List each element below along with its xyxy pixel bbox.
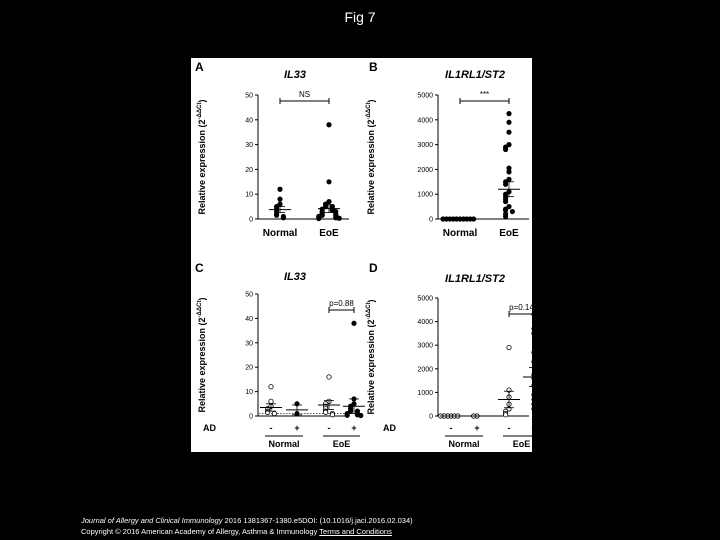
data-point xyxy=(532,402,536,406)
data-point xyxy=(281,216,285,220)
data-point xyxy=(503,199,507,203)
ad-label: AD xyxy=(203,423,216,433)
data-point xyxy=(532,360,536,364)
data-point xyxy=(510,209,514,213)
ad-sign: + xyxy=(351,423,357,433)
citation-line-2 xyxy=(81,526,413,537)
terms-link[interactable]: Terms and Conditions xyxy=(319,527,392,536)
panel-d xyxy=(366,261,545,449)
y-axis-label-close: ) xyxy=(197,297,207,301)
data-point xyxy=(327,375,331,379)
data-point xyxy=(278,187,282,191)
y-tick-label: 4000 xyxy=(417,319,433,327)
data-point xyxy=(532,331,536,335)
ad-sign: + xyxy=(294,423,300,433)
panel-b xyxy=(366,60,529,239)
y-tick-label: 0 xyxy=(429,216,433,224)
data-point xyxy=(352,321,356,325)
category-label: Normal xyxy=(442,228,478,239)
y-axis-label-exponent: -ΔΔCt xyxy=(366,102,372,120)
data-point xyxy=(272,411,276,415)
y-tick-label: 50 xyxy=(245,291,253,299)
ad-sign: - xyxy=(507,423,511,433)
y-tick-label: 50 xyxy=(245,92,253,100)
data-point xyxy=(441,217,445,221)
citation-journal: Journal of Allergy and Clinical Immunology xyxy=(81,516,223,525)
data-point xyxy=(337,216,341,220)
y-axis-label-close: ) xyxy=(366,99,376,103)
data-point xyxy=(359,413,363,417)
y-tick-label: 10 xyxy=(245,191,253,199)
panel-letter: C xyxy=(195,261,204,275)
data-point xyxy=(323,410,327,414)
y-tick-label: 40 xyxy=(245,117,253,125)
ad-sign: + xyxy=(531,423,537,433)
data-point xyxy=(532,393,536,397)
y-tick-label: 3000 xyxy=(417,342,433,350)
citation-details: 2016 1381367-1380.e5DOI: (10.1016/j.jaci.2016.02.034) xyxy=(222,516,413,525)
panel-letter: D xyxy=(369,261,378,275)
category-label: EoE xyxy=(499,228,519,239)
y-tick-label: 4000 xyxy=(417,117,433,125)
y-tick-label: 40 xyxy=(245,315,253,323)
figure-canvas xyxy=(191,58,537,452)
y-axis-label-exponent: -ΔΔCt xyxy=(197,300,203,318)
category-label: Normal xyxy=(262,228,298,239)
y-tick-label: 30 xyxy=(245,142,253,150)
data-point xyxy=(503,214,507,218)
data-point xyxy=(269,385,273,389)
y-axis-label-exponent: -ΔΔCt xyxy=(197,102,203,120)
data-point xyxy=(532,397,536,401)
y-tick-label: 20 xyxy=(245,364,253,372)
data-point xyxy=(503,413,507,417)
y-axis-label: Relative expression $(2^{-\Delta\Delta Ct})$ xyxy=(366,99,376,215)
ad-sign: + xyxy=(474,423,480,433)
category-label: EoE xyxy=(319,228,339,239)
data-point xyxy=(327,123,331,127)
y-tick-label: 10 xyxy=(245,389,253,397)
data-point xyxy=(345,413,349,417)
significance-label: p=0.14 xyxy=(509,303,534,312)
category-label: EoE xyxy=(332,439,351,449)
data-point xyxy=(507,120,511,124)
ad-sign: - xyxy=(449,423,453,433)
y-tick-label: 1000 xyxy=(417,389,433,397)
citation xyxy=(81,515,413,537)
data-point xyxy=(532,326,536,330)
significance-label: *** xyxy=(479,90,490,99)
panel-title: IL1RL1/ST2 xyxy=(445,273,505,285)
y-tick-label: 5000 xyxy=(417,295,433,303)
data-point xyxy=(330,413,334,417)
ad-sign: - xyxy=(269,423,273,433)
y-axis-label-close: ) xyxy=(366,299,376,303)
significance-label: NS xyxy=(298,90,311,99)
citation-line-1 xyxy=(81,515,413,526)
category-label: Normal xyxy=(268,439,300,449)
y-axis-label-exponent: -ΔΔCt xyxy=(366,302,372,320)
y-axis-label-close: ) xyxy=(197,99,207,103)
data-point xyxy=(507,130,511,134)
y-axis-label: Relative expression $(2^{-\Delta\Delta Ct})$ xyxy=(197,99,207,215)
data-point xyxy=(507,345,511,349)
y-tick-label: 0 xyxy=(429,413,433,421)
panel-a xyxy=(195,60,349,239)
y-tick-label: 2000 xyxy=(417,366,433,374)
data-point xyxy=(471,217,475,221)
y-tick-label: 0 xyxy=(249,413,253,421)
panel-title: IL1RL1/ST2 xyxy=(445,69,505,81)
figure-panel xyxy=(191,58,537,452)
y-tick-label: 20 xyxy=(245,166,253,174)
data-point xyxy=(503,147,507,151)
panel-letter: B xyxy=(369,60,378,74)
slide-title: Fig 7 xyxy=(344,9,376,25)
panel-c xyxy=(195,261,365,449)
y-tick-label: 30 xyxy=(245,340,253,348)
citation-copyright: Copyright © 2016 American Academy of Allergy, Asthma & Immunology xyxy=(81,527,318,536)
y-tick-label: 2000 xyxy=(417,166,433,174)
data-point xyxy=(507,170,511,174)
panel-title: IL33 xyxy=(283,271,307,283)
y-tick-label: 5000 xyxy=(417,92,433,100)
data-point xyxy=(532,350,536,354)
ad-label: AD xyxy=(383,423,396,433)
data-point xyxy=(317,216,321,220)
data-point xyxy=(503,182,507,186)
ad-sign: - xyxy=(327,423,331,433)
data-point xyxy=(274,213,278,217)
category-label: EoE xyxy=(512,439,531,449)
y-tick-label: 0 xyxy=(249,216,253,224)
y-axis-label: Relative expression $(2^{-\Delta\Delta Ct})$ xyxy=(197,297,207,413)
panel-title: IL33 xyxy=(283,69,307,81)
data-point xyxy=(278,197,282,201)
significance-label: p=0.88 xyxy=(329,299,354,308)
category-label: Normal xyxy=(448,439,480,449)
data-point xyxy=(269,399,273,403)
y-tick-label: 1000 xyxy=(417,191,433,199)
data-point xyxy=(532,407,536,411)
data-point xyxy=(327,180,331,184)
panel-letter: A xyxy=(195,60,204,74)
y-axis-label: Relative expression $(2^{-\Delta\Delta Ct})$ xyxy=(366,299,376,415)
y-tick-label: 3000 xyxy=(417,142,433,150)
data-point xyxy=(507,111,511,115)
